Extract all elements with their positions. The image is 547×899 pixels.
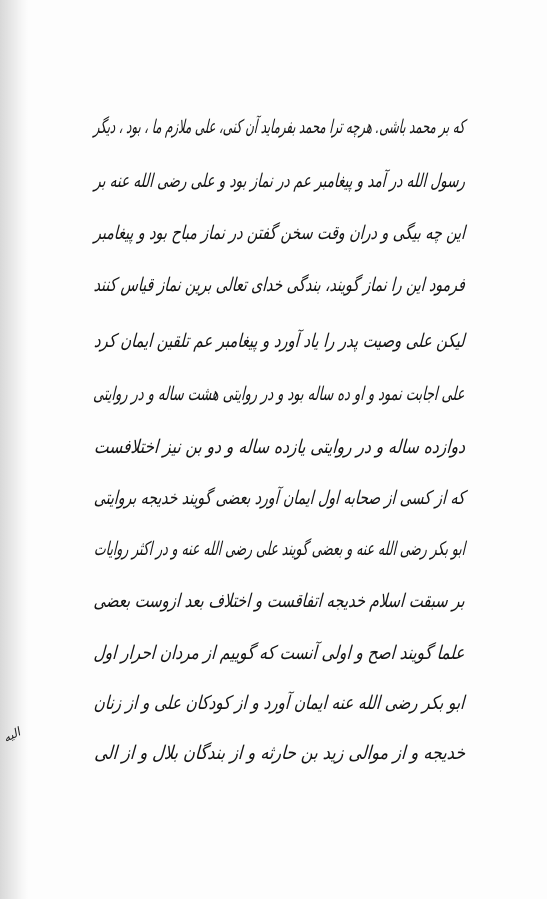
- manuscript-line-text: خدیجه و از موالی زید بن حارثه و از بندگان بلال و از الی: [93, 742, 466, 764]
- manuscript-line-text: لیکن علی وصیت پدر را یاد آورد و پیغامبر عم تلقین ایمان کرد: [93, 330, 466, 352]
- manuscript-line-text: ابو بکر رضی الله عنه و بعضی گویند علی رضی الله عنه و در اکثر روایات: [93, 538, 466, 560]
- marginal-gloss: الیه: [0, 724, 23, 746]
- manuscript-line: [0, 274, 466, 296]
- manuscript-line: [0, 383, 466, 405]
- manuscript-line: [0, 590, 466, 612]
- manuscript-line-text: علما گویند اصح و اولی آنست که گوییم از مردان احرار اول: [93, 642, 466, 664]
- manuscript-line-text: بر سبقت اسلام خدیجه اتفاقست و اختلاف بعد ازوست بعضی: [93, 590, 466, 612]
- manuscript-line: [9, 436, 466, 458]
- manuscript-line-text: رسول الله در آمد و پیغامبر عم در نماز بود و علی رضی الله عنه بر: [93, 170, 466, 192]
- manuscript-line-text: دوازده ساله و در روایتی یازده ساله و دو بن نیز اختلافست: [93, 436, 466, 458]
- manuscript-line-text: ابو بکر رضی الله عنه ایمان آورد و از کودکان علی و از زنان: [93, 692, 466, 714]
- manuscript-line: [0, 487, 466, 509]
- manuscript-line: [0, 116, 466, 138]
- manuscript-line: [0, 692, 466, 714]
- manuscript-line-text: این چه بیگی و دران وقت سخن گفتن در نماز مباح بود و پیغامبر: [93, 222, 466, 244]
- manuscript-line-text: که از کسی از صحابه اول ایمان آورد بعضی گویند خدیجه بروایتی: [93, 487, 466, 509]
- manuscript-line: [4, 642, 466, 664]
- manuscript-line: [0, 724, 466, 764]
- manuscript-line: [0, 170, 466, 192]
- manuscript-line: [0, 538, 466, 560]
- manuscript-line-text: علی اجابت نمود و او ده ساله بود و در روایتی هشت ساله و در روایتی: [93, 383, 466, 405]
- manuscript-line-text: فرمود این را نماز گویند، بندگی خدای تعالی برین نماز قیاس کنند: [93, 274, 466, 296]
- manuscript-line: [0, 222, 466, 244]
- manuscript-line-text: که بر محمد باشی. هرچه ترا محمد بفرماید آن کنی، علی ملازم ما ، بود ، دیگر: [93, 116, 466, 138]
- manuscript-line: [0, 330, 466, 352]
